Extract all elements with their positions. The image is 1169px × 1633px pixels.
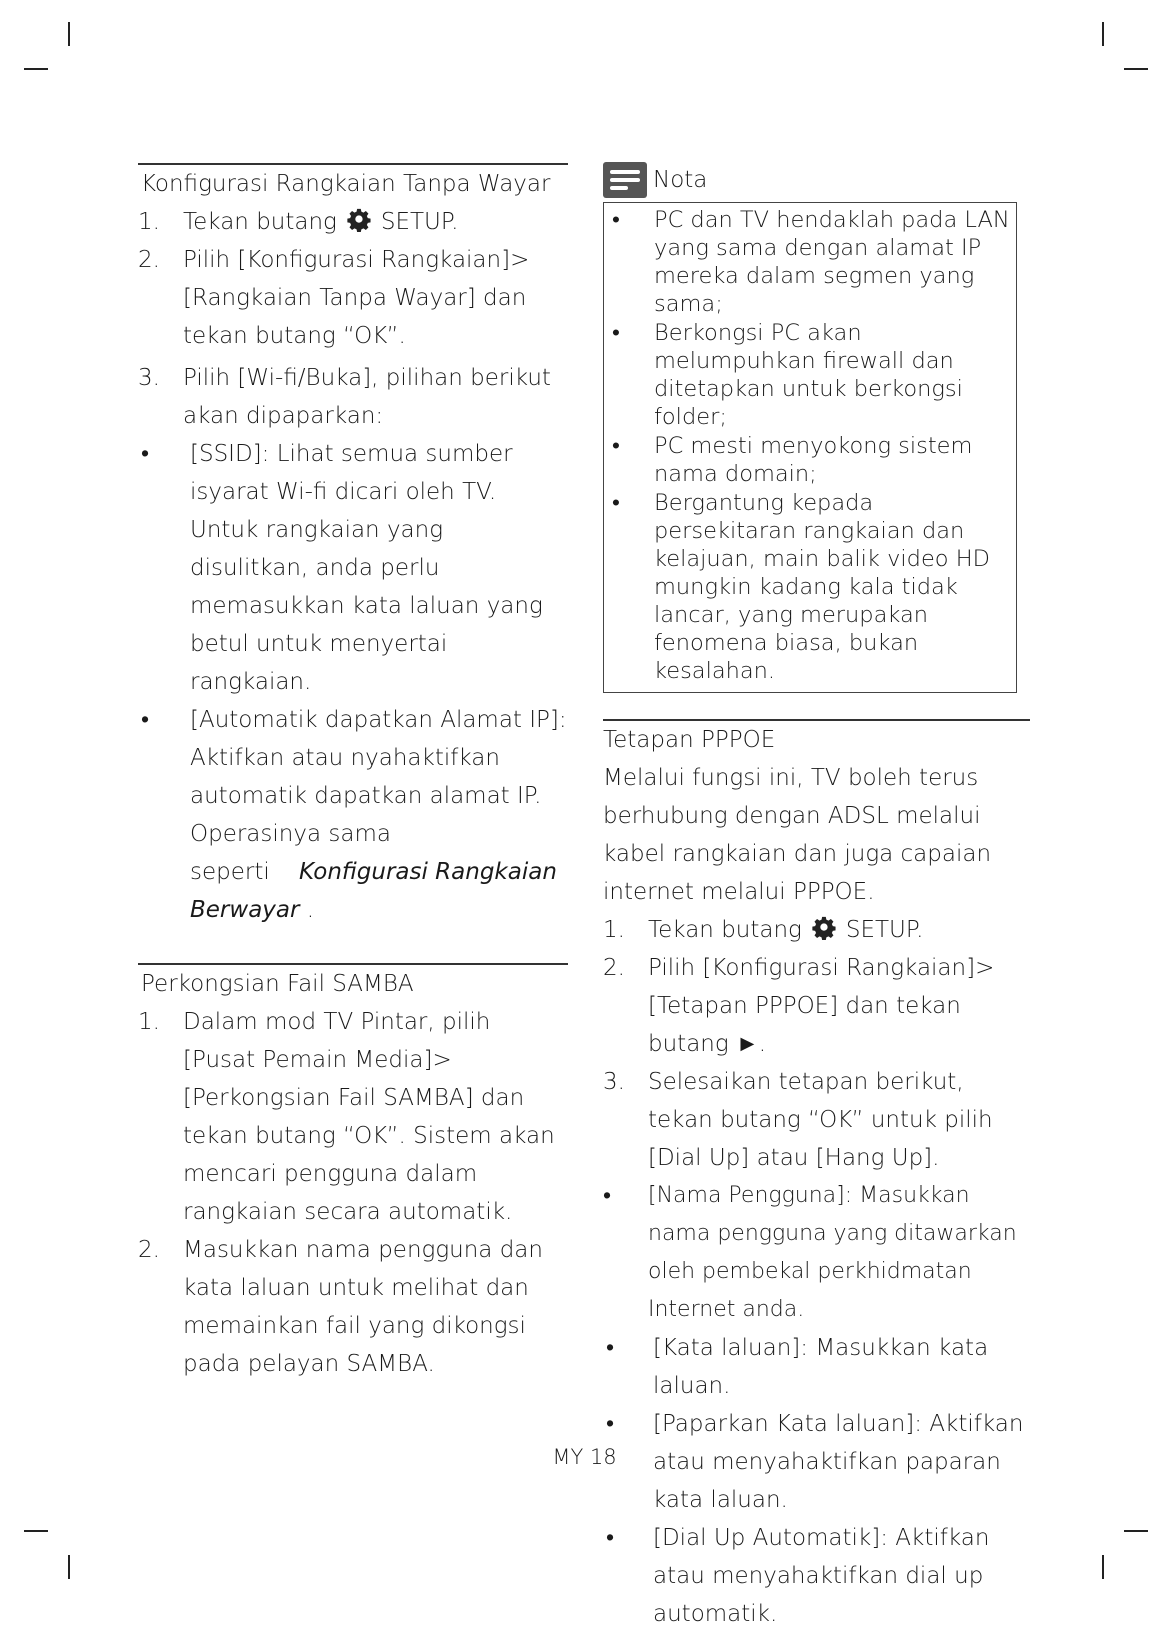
note-text: PC mesti menyokong sistem nama domain;: [654, 433, 973, 487]
pppoe-bullet: [603, 1519, 1030, 1633]
left-column: [138, 163, 568, 1383]
step-text: Pilih [Konfigurasi Rangkaian]>[Tetapan PPPOE] dan tekan butang ►.: [648, 955, 995, 1057]
gear-icon: [812, 916, 836, 940]
step-number: 1.: [138, 209, 160, 235]
note-text: PC dan TV hendaklah pada LAN yang sama dengan alamat IP mereka dalam segmen yang sama;: [654, 207, 1010, 317]
bullet-text: [Nama Pengguna]: Masukkan nama pengguna yang ditawarkan oleh pembekal perkhidmatan Internet anda.: [648, 1183, 1017, 1322]
samba-step-2: [138, 1231, 568, 1383]
pppoe-step-3: [603, 1063, 1030, 1177]
bullet-mark: •: [612, 433, 620, 459]
step-number: 1.: [138, 1009, 160, 1035]
cross-reference: Konfigurasi Rangkaian Berwayar: [190, 859, 557, 923]
step-text: Pilih [Konfigurasi Rangkaian]>[Rangkaian Tanpa Wayar] dan tekan butang “OK”.: [183, 247, 530, 349]
step-number: 3.: [603, 1069, 625, 1095]
note-icon: [603, 162, 647, 198]
bullet-text: [Dial Up Automatik]: Aktifkan atau menyahaktifkan dial up automatik.: [653, 1525, 990, 1627]
step-text-suffix: SETUP.: [845, 917, 924, 943]
bullet-mark: •: [603, 1183, 612, 1209]
bullet-text: [Paparkan Kata laluan]: Aktifkan atau menyahaktifkan paparan kata laluan.: [653, 1411, 1024, 1513]
crop-mark: [68, 1555, 70, 1579]
bullet-text: [Kata laluan]: Masukkan kata laluan.: [653, 1335, 989, 1399]
wireless-step-1: [138, 203, 568, 241]
crop-mark: [1102, 1555, 1104, 1579]
page-number: MY 18: [552, 1445, 617, 1469]
crop-mark: [1102, 22, 1104, 46]
bullet-mark: •: [612, 320, 620, 346]
wireless-heading: Konfigurasi Rangkaian Tanpa Wayar: [141, 171, 551, 197]
wireless-bullet-auto-ip: [138, 701, 568, 929]
step-number: 1.: [603, 917, 625, 943]
bullet-mark: •: [606, 1335, 615, 1361]
step-number: 2.: [138, 1237, 160, 1263]
step-text: Pilih [Wi-fi/Buka], pilihan berikut akan dipaparkan:: [183, 365, 551, 429]
bullet-text: [Automatik dapatkan Alamat IP]: Aktifkan atau nyahaktifkan automatik dapatkan alamat IP. Operasinya sama seperti: [190, 707, 567, 885]
note-text: Berkongsi PC akan melumpuhkan firewall dan ditetapkan untuk berkongsi folder;: [654, 320, 963, 430]
bullet-mark: •: [606, 1525, 615, 1551]
step-text: Dalam mod TV Pintar, pilih [Pusat Pemain Media]>[Perkongsian Fail SAMBA] dan tekan butang “OK”. Sistem akan mencari pengguna dalam rangkaian secara automatik.: [183, 1009, 555, 1225]
bullet-mark: •: [612, 207, 620, 233]
bullet-mark: •: [606, 1411, 615, 1437]
samba-heading: Perkongsian Fail SAMBA: [141, 971, 414, 997]
note-item: [604, 206, 1016, 318]
gear-icon: [347, 208, 371, 232]
pppoe-intro: Melalui fungsi ini, TV boleh terus berhubung dengan ADSL melalui kabel rangkaian dan juga capaian internet melalui PPPOE.: [603, 765, 992, 905]
note-item: [604, 319, 1016, 431]
crop-mark: [1124, 1530, 1148, 1532]
pppoe-step-2: [603, 949, 1030, 1063]
wireless-step-2: [138, 241, 568, 355]
bullet-tail: .: [299, 897, 315, 923]
note-item: [604, 489, 1016, 685]
step-number: 2.: [138, 247, 160, 273]
pppoe-step-1: [603, 911, 1030, 949]
bullet-mark: •: [141, 707, 150, 733]
note-header: [603, 160, 1030, 200]
pppoe-bullet: [603, 1177, 1030, 1329]
step-number: 2.: [603, 955, 625, 981]
note-text: Bergantung kepada persekitaran rangkaian dan kelajuan, main balik video HD mungkin kadang kala tidak lancar, yang merupakan fenomena biasa, bukan kesalahan.: [654, 490, 990, 684]
wireless-bullet-ssid: [138, 435, 568, 701]
note-item: [604, 432, 1016, 488]
crop-mark: [24, 1530, 48, 1532]
note-box: [603, 202, 1017, 693]
right-column: [603, 160, 1030, 1633]
crop-mark: [1124, 68, 1148, 70]
step-text: Tekan butang: [648, 917, 802, 943]
bullet-text: [SSID]: Lihat semua sumber isyarat Wi-fi dicari oleh TV. Untuk rangkaian yang disulitkan, anda perlu memasukkan kata laluan yang betul untuk menyertai rangkaian.: [190, 441, 543, 695]
samba-step-1: [138, 1003, 568, 1231]
note-title: Nota: [653, 167, 708, 193]
pppoe-heading: Tetapan PPPOE: [603, 727, 776, 753]
crop-mark: [68, 22, 70, 46]
step-text: Tekan butang: [183, 209, 337, 235]
bullet-mark: •: [612, 490, 620, 516]
step-text-suffix: SETUP.: [380, 209, 459, 235]
bullet-mark: •: [141, 441, 150, 467]
step-text: Selesaikan tetapan berikut, tekan butang “OK” untuk pilih [Dial Up] atau [Hang Up].: [648, 1069, 993, 1171]
wireless-step-3: [138, 359, 568, 435]
step-text: Masukkan nama pengguna dan kata laluan untuk melihat dan memainkan fail yang dikongsi pada pelayan SAMBA.: [183, 1237, 543, 1377]
crop-mark: [24, 68, 48, 70]
step-number: 3.: [138, 365, 160, 391]
pppoe-bullet: [603, 1329, 1030, 1405]
